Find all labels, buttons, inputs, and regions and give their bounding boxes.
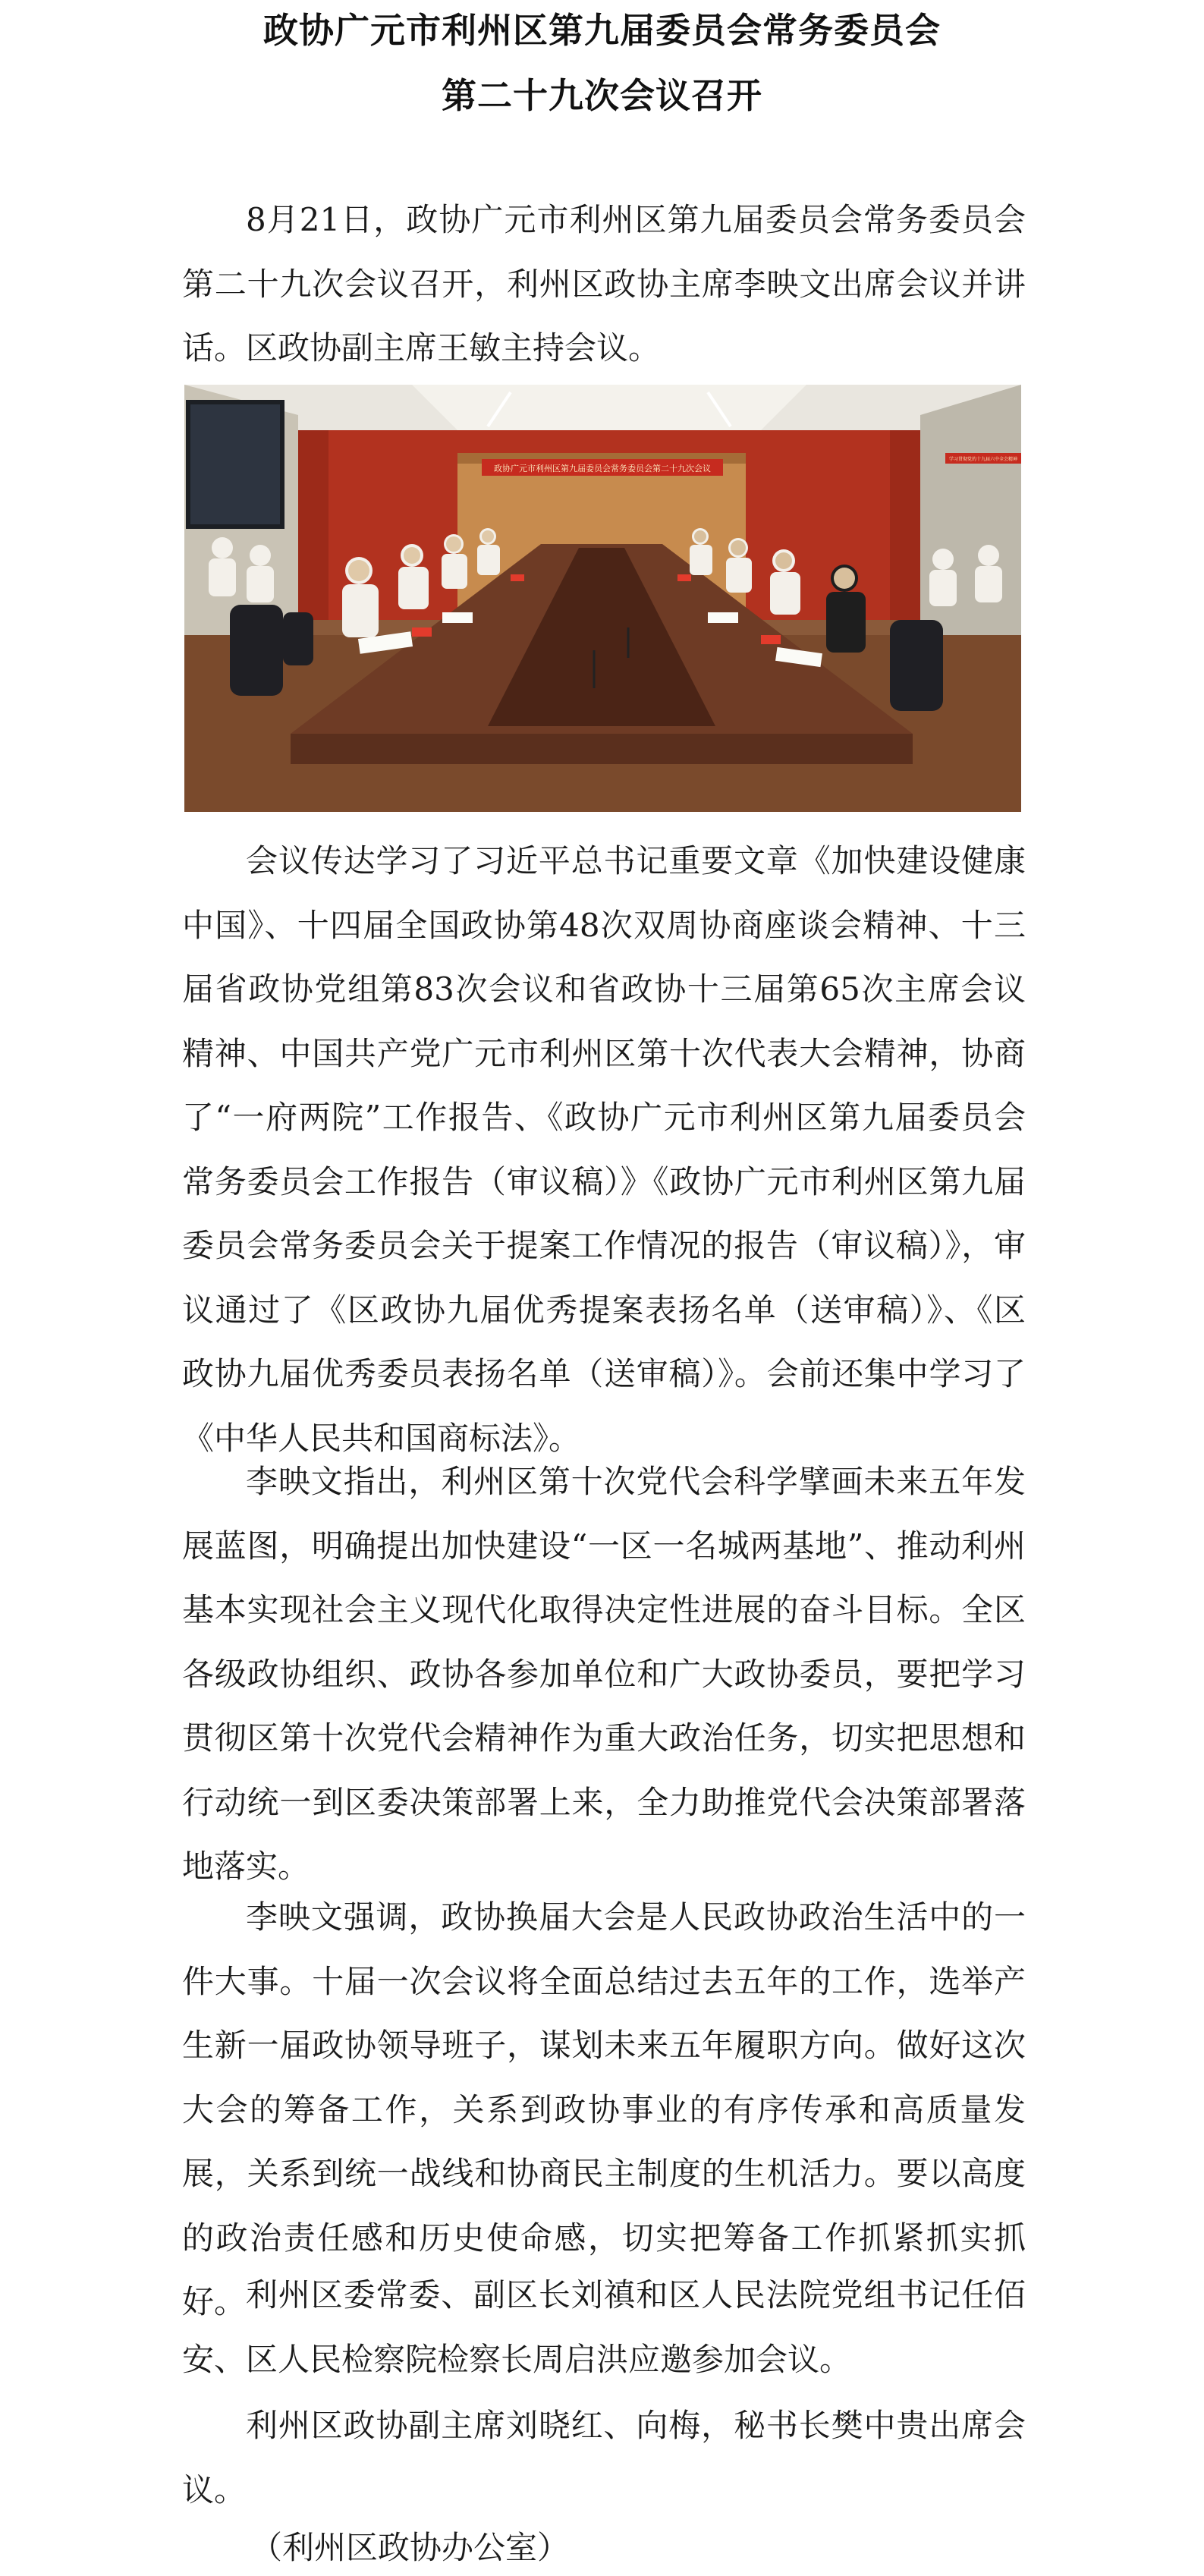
paragraph-intro: 8月21日，政协广元市利州区第九届委员会常务委员会第二十九次会议召开，利州区政协主席李映文出席会议并讲话。区政协副主席王敏主持会议。 [182,201,1026,366]
photo-banner-text: 政协广元市利州区第九届委员会常务委员会第二十九次会议 [494,464,711,473]
paragraph-li-yingwen-points: 李映文指出，利州区第十次党代会科学擘画未来五年发展蓝图，明确提出加快建设“一区一名城两基地”、推动利州基本实现社会主义现代化取得决定性进展的奋斗目标。全区各级政协组织、政协各参加单位和广大政协委员，要把学习贯彻区第十次党代会精神作为重大政治任务，切实把思想和行动统一到区委决策部署上来，全力助推党代会决策部署落地落实。 [182,1463,1026,1885]
paragraph-li-yingwen-emphasis: 李映文强调，政协换届大会是人民政协政治生活中的一件大事。十届一次会议将全面总结过去五年的工作，选举产生新一届政协领导班子，谋划未来五年履职方向。做好这次大会的筹备工作，关系到政协事业的有序传承和高质量发展，关系到统一战线和协商民主制度的生机活力。要以高度的政治责任感和历史使命感，切实把筹备工作抓紧抓实抓好。 [182,1898,1026,2320]
article-title-line2: 第二十九次会议召开 [442,75,762,116]
article-title-line1: 政协广元市利州区第九届委员会常务委员会 [263,10,941,51]
photo-side-banner-text: 学习贯彻党的十九届六中全会精神 [948,457,1018,462]
paragraph-meeting-content: 会议传达学习了习近平总书记重要文章《加快建设健康中国》、十四届全国政协第48次双周协商座谈会精神、十三届省政协党组第83次会议和省政协十三届第65次主席会议精神、中国共产党广元市利州区第十次代表大会精神，协商了“一府两院”工作报告、《政协广元市利州区第九届委员会常务委员会工作报告（审议稿）》《政协广元市利州区第九届委员会常务委员会关于提案工作情况的报告（审议稿）》，审议通过了《区政协九届优秀提案表扬名单（送审稿）》、《区政协九届优秀委员表扬名单（送审稿）》。会前还集中学习了《中华人民共和国商标法》。 [182,842,1026,1457]
paragraph-invited-guests: 利州区委常委、副区长刘禛和区人民法院党组书记任佰安、区人民检察院检察长周启洪应邀参加会议。 [182,2276,1026,2378]
meeting-photo [184,385,1021,812]
paragraph-attendees: 利州区政协副主席刘晓红、向梅，秘书长樊中贵出席会议。 [182,2407,1026,2508]
article-signature: （利州区政协办公室） [250,2529,570,2566]
meeting-photo-illustration [184,385,1021,812]
